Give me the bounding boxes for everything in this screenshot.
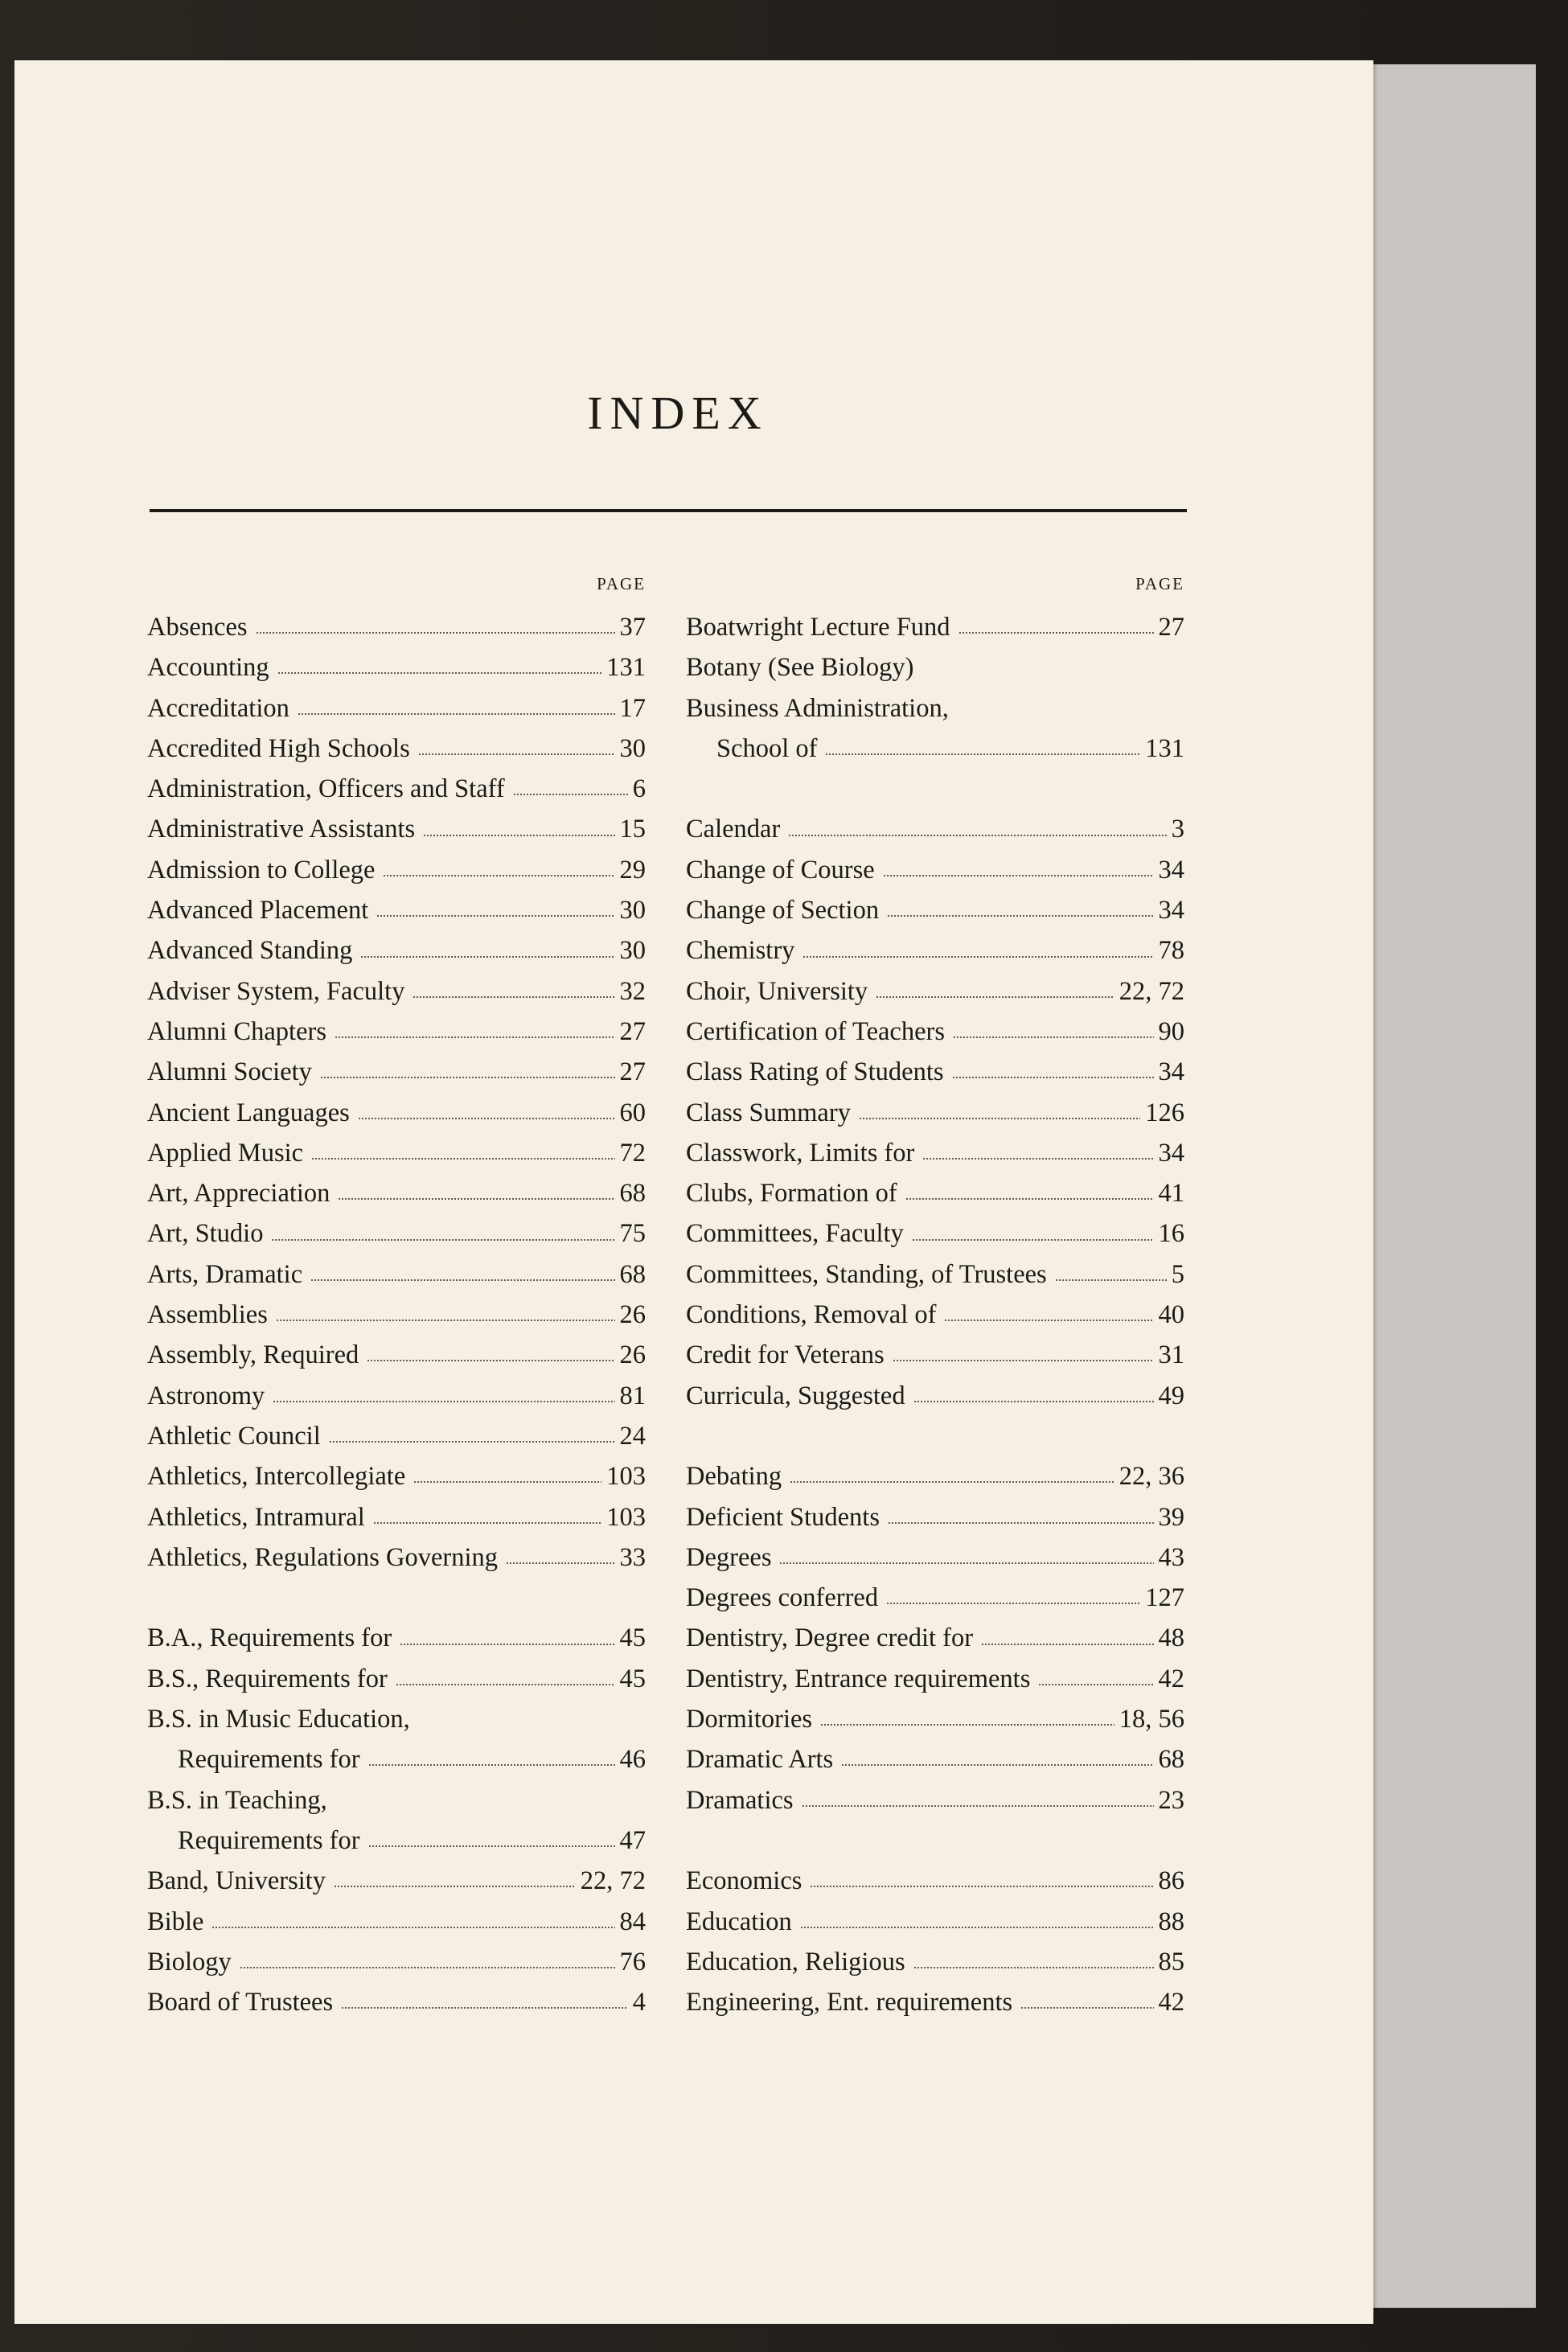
index-entry-page: 103 (606, 1462, 646, 1492)
index-entry (686, 1578, 1184, 1618)
index-entry-page: 22, 72 (580, 1866, 646, 1896)
dot-leader (358, 1118, 615, 1119)
dot-leader (341, 2007, 628, 2009)
index-entry-page: 5 (1171, 1259, 1184, 1289)
index-entry (147, 1497, 646, 1537)
index-entry (147, 1254, 646, 1295)
index-entry (147, 890, 646, 930)
index-entry-page: 23 (1158, 1785, 1184, 1815)
dot-leader (790, 1481, 1114, 1483)
index-entry (147, 1699, 646, 1739)
index-entry-label: Bible (147, 1907, 204, 1936)
index-entry (686, 850, 1184, 890)
index-entry-label: Committees, Faculty (686, 1219, 904, 1249)
group-gap (686, 1820, 1184, 1861)
index-entry-page: 34 (1158, 1057, 1184, 1087)
index-entry-label: Athletics, Intercollegiate (147, 1462, 406, 1492)
index-entry (147, 1537, 646, 1578)
index-entry-label: Athletics, Regulations Governing (147, 1542, 498, 1572)
index-entry (147, 1416, 646, 1456)
dot-leader (859, 1118, 1140, 1119)
index-entry-label: B.S. in Music Education, (147, 1705, 410, 1734)
index-entry-page: 49 (1158, 1381, 1184, 1410)
dot-leader (329, 1441, 615, 1443)
index-entry-label: Ancient Languages (147, 1098, 350, 1127)
index-entry-label: Engineering, Ent. requirements (686, 1988, 1013, 2017)
index-entry (686, 1012, 1184, 1052)
index-entry-label: Dentistry, Degree credit for (686, 1623, 974, 1653)
index-entry-label: Degrees (686, 1542, 772, 1572)
index-entry-label: Boatwright Lecture Fund (686, 613, 950, 642)
index-entry (686, 1659, 1184, 1699)
index-entry-label: Business Administration, (686, 693, 949, 723)
index-entry-page: 27 (619, 1057, 646, 1087)
index-entry-label: Accreditation (147, 693, 289, 723)
index-entry-label: Dentistry, Entrance requirements (686, 1664, 1031, 1693)
index-entry-label: Band, University (147, 1866, 326, 1896)
index-entry (147, 1659, 646, 1699)
underlying-page-edge (1359, 64, 1536, 2308)
dot-leader (944, 1320, 1153, 1321)
index-entry (686, 1295, 1184, 1335)
index-entry (147, 769, 646, 809)
dot-leader (513, 794, 628, 795)
index-entry-label: Requirements for (178, 1745, 360, 1775)
index-entry-page: 17 (619, 693, 646, 723)
index-entry-label: Art, Appreciation (147, 1179, 330, 1209)
dot-leader (368, 1764, 615, 1766)
left-column (147, 572, 646, 2022)
dot-leader (779, 1562, 1153, 1564)
index-entry (686, 1861, 1184, 1901)
index-entry-page: 85 (1158, 1947, 1184, 1976)
dot-leader (913, 1401, 1154, 1402)
index-entry-label: Chemistry (686, 936, 795, 966)
index-entry (686, 930, 1184, 971)
index-entry-label: Advanced Placement (147, 896, 369, 926)
index-entry (147, 1902, 646, 1942)
index-entry-label: Alumni Chapters (147, 1016, 326, 1046)
index-entry-label: Class Summary (686, 1098, 851, 1127)
dot-leader (953, 1036, 1154, 1038)
dot-leader (211, 1927, 614, 1928)
index-entry (686, 1376, 1184, 1416)
dot-leader (320, 1077, 615, 1078)
right-column (686, 572, 1184, 2022)
index-entry (686, 1982, 1184, 2022)
dot-leader (338, 1198, 614, 1200)
index-entry-page: 103 (606, 1502, 646, 1532)
index-entry-page: 78 (1158, 936, 1184, 966)
index-page (14, 60, 1373, 2324)
index-entry-label: Administrative Assistants (147, 815, 416, 844)
index-entry-label: Athletics, Intramural (147, 1502, 365, 1532)
index-entry-page: 22, 36 (1119, 1462, 1184, 1492)
dot-leader (360, 956, 614, 958)
dot-leader (311, 1158, 614, 1160)
index-entry (686, 1497, 1184, 1537)
group-gap (686, 1416, 1184, 1456)
index-entry-page: 15 (619, 815, 646, 844)
index-entry-label: Alumni Society (147, 1057, 312, 1087)
index-entry-page: 30 (619, 936, 646, 966)
index-entry (686, 1133, 1184, 1173)
index-entry (686, 1780, 1184, 1820)
index-entry-page: 34 (1158, 896, 1184, 926)
index-entry-page: 29 (619, 855, 646, 885)
index-entry (147, 647, 646, 688)
index-entry (147, 1618, 646, 1658)
index-entry (686, 607, 1184, 647)
index-entry (686, 809, 1184, 849)
index-entry-page: 16 (1158, 1219, 1184, 1249)
dot-leader (335, 1036, 615, 1038)
index-entry (686, 729, 1184, 769)
index-entry (147, 1295, 646, 1335)
dot-leader (981, 1644, 1153, 1645)
dot-leader (922, 1158, 1153, 1160)
index-entry-page: 24 (619, 1421, 646, 1451)
index-entry-page: 88 (1158, 1907, 1184, 1936)
index-entry (686, 1213, 1184, 1254)
dot-leader (367, 1360, 614, 1361)
index-entry (147, 1052, 646, 1092)
dot-leader (276, 1320, 615, 1321)
index-entry-label: Botany (See Biology) (686, 653, 914, 683)
title-rule (150, 509, 1187, 512)
index-entry (147, 850, 646, 890)
index-entry-label: Assemblies (147, 1300, 268, 1330)
dot-leader (1020, 2007, 1153, 2009)
index-entry-page: 4 (632, 1988, 646, 2017)
index-entry-label: School of (716, 733, 818, 763)
index-entry-label: Classwork, Limits for (686, 1138, 915, 1168)
dot-leader (800, 1927, 1154, 1928)
index-entry-page: 39 (1158, 1502, 1184, 1532)
group-gap (147, 1578, 646, 1618)
index-entry (147, 930, 646, 971)
index-entry-label: Absences (147, 613, 248, 642)
index-entry (686, 1173, 1184, 1213)
index-entry (147, 1861, 646, 1901)
index-entry (686, 890, 1184, 930)
index-entry-page: 26 (619, 1300, 646, 1330)
index-entry (147, 809, 646, 849)
dot-leader (888, 1522, 1154, 1524)
index-entry (147, 1376, 646, 1416)
index-entry (686, 1739, 1184, 1779)
dot-leader (400, 1644, 614, 1645)
index-entry-page: 131 (606, 653, 646, 683)
dot-leader (383, 875, 614, 876)
index-entry-label: Committees, Standing, of Trustees (686, 1259, 1047, 1289)
index-entry-label: Change of Course (686, 855, 875, 885)
dot-leader (334, 1886, 576, 1887)
index-entry-label: Choir, University (686, 976, 868, 1006)
group-gap (686, 769, 1184, 809)
index-entry (686, 1456, 1184, 1496)
index-entry-page: 42 (1158, 1988, 1184, 2017)
dot-leader (310, 1279, 614, 1281)
dot-leader (240, 1967, 615, 1968)
index-entry-page: 42 (1158, 1664, 1184, 1693)
index-entry-page: 27 (1158, 613, 1184, 642)
index-entry (147, 1780, 646, 1820)
index-entry-label: Requirements for (178, 1825, 360, 1855)
index-entry (147, 1012, 646, 1052)
dot-leader (825, 753, 1140, 755)
index-entry-page: 3 (1171, 815, 1184, 844)
index-entry-page: 37 (619, 613, 646, 642)
index-entry-page: 22, 72 (1119, 976, 1184, 1006)
index-entry (686, 1699, 1184, 1739)
dot-leader (413, 996, 614, 998)
index-entry-page: 31 (1158, 1340, 1184, 1370)
index-entry-label: Astronomy (147, 1381, 265, 1410)
index-entry (147, 1093, 646, 1133)
index-entry-page: 127 (1145, 1583, 1184, 1613)
index-entry-page: 84 (619, 1907, 646, 1936)
index-entry-label: Conditions, Removal of (686, 1300, 937, 1330)
index-entry-page: 40 (1158, 1300, 1184, 1330)
dot-leader (256, 632, 615, 634)
index-entry-label: Certification of Teachers (686, 1016, 945, 1046)
dot-leader (298, 713, 615, 715)
index-entry (147, 607, 646, 647)
index-entry (686, 1093, 1184, 1133)
index-entry-page: 75 (619, 1219, 646, 1249)
dot-leader (1055, 1279, 1167, 1281)
index-entry-page: 45 (619, 1664, 646, 1693)
index-entry-label: Class Rating of Students (686, 1057, 944, 1087)
index-entry-label: Economics (686, 1866, 802, 1896)
index-entry-label: Accredited High Schools (147, 733, 410, 763)
dot-leader (271, 1239, 614, 1241)
index-entry (147, 1173, 646, 1213)
dot-leader (802, 956, 1153, 958)
index-entry-label: Education (686, 1907, 792, 1936)
index-entry (686, 1942, 1184, 1982)
dot-leader (952, 1077, 1154, 1078)
dot-leader (273, 1401, 614, 1402)
dot-leader (802, 1805, 1154, 1807)
index-entry-page: 81 (619, 1381, 646, 1410)
index-entry-page: 76 (619, 1947, 646, 1976)
index-entry-label: Admission to College (147, 855, 376, 885)
page-title: INDEX (587, 387, 769, 439)
index-entry-page: 131 (1145, 733, 1184, 763)
index-entry-label: B.S. in Teaching, (147, 1785, 327, 1815)
index-entry-label: Athletic Council (147, 1421, 321, 1451)
dot-leader (841, 1764, 1153, 1766)
dot-leader (820, 1724, 1114, 1726)
index-entry-page: 32 (619, 976, 646, 1006)
index-entry-label: Applied Music (147, 1138, 304, 1168)
index-entry (147, 1456, 646, 1496)
dot-leader (373, 1522, 602, 1524)
right-page-heading: PAGE (1135, 574, 1184, 593)
index-entry-label: Dramatics (686, 1785, 794, 1815)
index-entry-page: 34 (1158, 1138, 1184, 1168)
index-entry-page: 68 (619, 1259, 646, 1289)
index-entry-label: Art, Studio (147, 1219, 264, 1249)
index-entry-label: Adviser System, Faculty (147, 976, 405, 1006)
index-entry-page: 90 (1158, 1016, 1184, 1046)
index-entry (686, 1902, 1184, 1942)
index-entry (147, 1820, 646, 1861)
index-entry (147, 729, 646, 769)
dot-leader (423, 835, 614, 836)
dot-leader (912, 1239, 1154, 1241)
left-page-heading: PAGE (597, 574, 646, 593)
index-entry-page: 43 (1158, 1542, 1184, 1572)
index-entry-label: Biology (147, 1947, 232, 1976)
dot-leader (376, 915, 614, 917)
index-entry-page: 30 (619, 733, 646, 763)
index-entry-page: 86 (1158, 1866, 1184, 1896)
dot-leader (788, 835, 1166, 836)
index-entry-label: Curricula, Suggested (686, 1381, 905, 1410)
index-entry-label: Advanced Standing (147, 936, 353, 966)
dot-leader (1038, 1684, 1153, 1685)
index-entry (147, 1133, 646, 1173)
index-entry-page: 41 (1158, 1179, 1184, 1209)
dot-leader (876, 996, 1114, 998)
index-entry-label: B.S., Requirements for (147, 1664, 388, 1693)
index-entry-page: 26 (619, 1340, 646, 1370)
index-entry-page: 48 (1158, 1623, 1184, 1653)
index-entry-label: Education, Religious (686, 1947, 905, 1976)
index-entry-page: 6 (632, 774, 646, 804)
dot-leader (887, 915, 1153, 917)
index-entry-page: 72 (619, 1138, 646, 1168)
index-entry-page: 45 (619, 1623, 646, 1653)
index-entry-label: Board of Trustees (147, 1988, 334, 2017)
index-entry (686, 1052, 1184, 1092)
index-entry-label: Dormitories (686, 1705, 813, 1734)
dot-leader (396, 1684, 615, 1685)
index-entry-label: Credit for Veterans (686, 1340, 885, 1370)
index-entry-label: Debating (686, 1462, 782, 1492)
dot-leader (886, 1603, 1140, 1604)
index-entry (686, 1537, 1184, 1578)
dot-leader (810, 1886, 1153, 1887)
index-entry (147, 1335, 646, 1375)
index-entry-page: 47 (619, 1825, 646, 1855)
index-entry-page: 68 (1158, 1745, 1184, 1775)
index-entry-page: 33 (619, 1542, 646, 1572)
index-entry (147, 1213, 646, 1254)
index-entry (147, 971, 646, 1012)
dot-leader (418, 753, 615, 755)
index-entry-label: Arts, Dramatic (147, 1259, 303, 1289)
index-entry-label: Degrees conferred (686, 1583, 879, 1613)
index-entry (686, 1618, 1184, 1658)
dot-leader (913, 1967, 1154, 1968)
index-entry (147, 1982, 646, 2022)
index-entry-page: 30 (619, 896, 646, 926)
index-entry-page: 27 (619, 1016, 646, 1046)
dot-leader (883, 875, 1154, 876)
dot-leader (893, 1360, 1154, 1361)
index-entry-label: B.A., Requirements for (147, 1623, 392, 1653)
dot-leader (905, 1198, 1154, 1200)
index-entry (147, 1942, 646, 1982)
index-entry-page: 126 (1145, 1098, 1184, 1127)
dot-leader (413, 1481, 601, 1483)
dot-leader (958, 632, 1154, 634)
index-entry-label: Clubs, Formation of (686, 1179, 897, 1209)
index-entry-page: 46 (619, 1745, 646, 1775)
index-entry-label: Accounting (147, 653, 269, 683)
index-entry-label: Change of Section (686, 896, 880, 926)
dot-leader (368, 1845, 615, 1847)
index-entry-label: Calendar (686, 815, 781, 844)
index-entry-page: 60 (619, 1098, 646, 1127)
index-entry-label: Dramatic Arts (686, 1745, 834, 1775)
index-entry-label: Administration, Officers and Staff (147, 774, 505, 804)
index-entry-label: Deficient Students (686, 1502, 880, 1532)
index-entry-label: Assembly, Required (147, 1340, 359, 1370)
dot-leader (277, 672, 602, 674)
index-entry (686, 688, 1184, 729)
index-entry (147, 688, 646, 729)
index-entry (686, 1254, 1184, 1295)
index-entry (686, 971, 1184, 1012)
index-entry-page: 18, 56 (1119, 1705, 1184, 1734)
index-entry (147, 1739, 646, 1779)
index-entry-page: 34 (1158, 855, 1184, 885)
index-entry (686, 1335, 1184, 1375)
index-entry-page: 68 (619, 1179, 646, 1209)
dot-leader (506, 1562, 615, 1564)
index-entry (686, 647, 1184, 688)
